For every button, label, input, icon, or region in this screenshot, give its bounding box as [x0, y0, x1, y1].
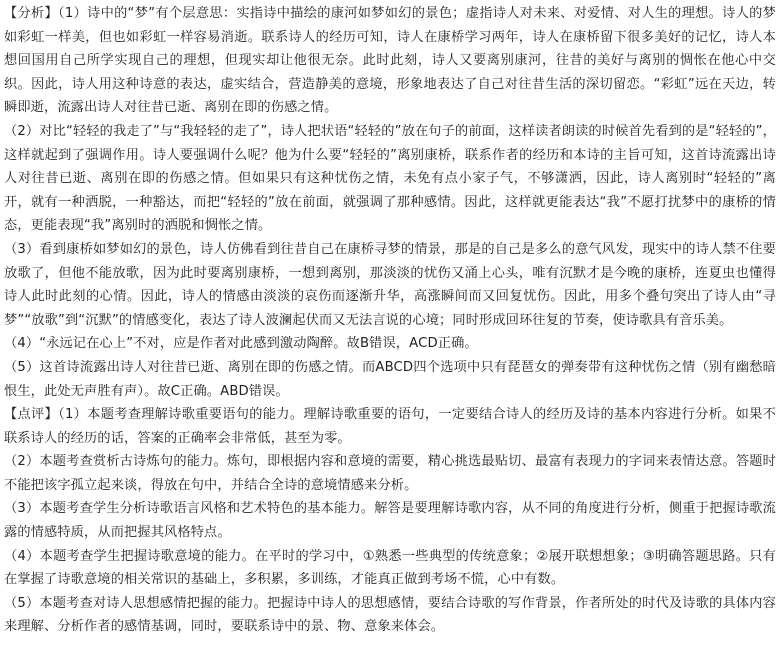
analysis-heading: 【分析】 [4, 6, 58, 21]
comment-paragraph-4: （4）本题考查学生把握诗歌意境的能力。在平时的学习中，①熟悉一些典型的传统意象；②展开联想想象；③明确答题思路。只有在掌握了诗歌意境的相关常识的基础上，多积累，多训练，才能真正做到考场不慌，心中有数。 [4, 548, 776, 588]
comment-paragraph-3: （3）本题考查学生分析诗歌语言风格和艺术特色的基本能力。解答是要理解诗歌内容，从不同的角度进行分析，侧重于把握诗歌流露的情感特质，从而把握其风格特点。 [4, 501, 776, 541]
comment-paragraph-2: （2）本题考查赏析古诗炼句的能力。炼句，即根据内容和意境的需要，精心挑选最贴切、最富有表现力的字词来表情达意。答题时不能把该字孤立起来谈，得放在句中，并结合全诗的意境情感来分析。 [4, 454, 776, 493]
analysis-item-1: （1）诗中的“梦”有个层意思：实指诗中描绘的康河如梦如幻的景色；虚指诗人对未来、对爱情、对人生的理想。诗人的梦如彩虹一样美，但也如彩虹一样容易消逝。联系诗人的经历可知，诗人在康桥学习两年，诗人在康桥留下很多美好的记忆，诗人本想回国用自己所学实现自己的理想，但现实却让他很无奈。此时此刻，诗人又要离别康河，往昔的美好与离别的惆怅在他心中交织。因此，诗人用这种诗意的表达，虚实结合，营造静美的意境，形象地表达了自己对往昔生活的深切留恋。“彩虹”远在天边，转瞬即逝，流露出诗人对往昔已逝、离别在即的伤感之情。 [4, 6, 776, 116]
analysis-paragraph-2: （2）对比“轻轻的我走了”与“我轻轻的走了”，诗人把状语“轻轻的”放在句子的前面，这样读者朗读的时候首先看到的是“轻轻的”，这样就起到了强调作用。诗人要强调什么呢？他为什么要“轻轻的”离别康桥，联系作者的经历和本诗的主旨可知，这首诗流露出诗人对往昔已逝、离别在即的伤感之情。但如果只有这种忧伤之情，未免有点小家子气，不够潇洒，因此，诗人离别时“轻轻的”离开，就有一种洒脱，一种豁达，而把“轻轻的”放在前面，就强调了那种感情。因此，这样就更能表达“我”不愿打扰梦中的康桥的情态，更能表现“我”离别时的洒脱和惆怅之情。 [4, 123, 776, 234]
analysis-paragraph-4: （4）“永远记在心上”不对，应是作者对此感到激动陶醉。故B错误，ACD正确。 [4, 336, 478, 352]
analysis-paragraph-5: （5）这首诗流露出诗人对往昔已逝、离别在即的伤感之情。而ABCD四个选项中只有琵琶女的弹奏带有这种忧伤之情（别有幽愁暗恨生，此处无声胜有声）。故C正确。ABD错误。 [4, 359, 776, 399]
comment-item-1: （1）本题考查理解诗歌重要语句的能力。理解诗歌重要的语句，一定要结合诗人的经历及诗的基本内容进行分析。如果不联系诗人的经历的话，答案的正确率会非常低，甚至为零。 [4, 407, 776, 446]
comment-paragraph-1 [4, 403, 776, 450]
analysis-paragraph-3: （3）看到康桥如梦如幻的景色，诗人仿佛看到往昔自己在康桥寻梦的情景，那是的自己是多么的意气风发，现实中的诗人禁不住要放歌了，但他不能放歌，因为此时要离别康桥，一想到离别，那淡淡的忧伤又涌上心头，唯有沉默才是今晚的康桥，连夏虫也懂得诗人此时此刻的心情。因此，诗人的情感由淡淡的哀伤而逐渐升华，高涨瞬间而又回复忧伤。因此，用多个叠句突出了诗人由“寻梦”“放歌”到“沉默”的情感变化，表达了诗人波澜起伏而又无法言说的心境；同时形成回环往复的节奏，使诗歌具有音乐美。 [4, 241, 776, 328]
comment-heading: 【点评】 [4, 407, 59, 423]
analysis-paragraph-1 [4, 2, 776, 120]
comment-paragraph-5: （5）本题考查对诗人思想感情把握的能力。把握诗中诗人的思想感情，要结合诗歌的写作背景，作者所处的时代及诗歌的具体内容来理解、分析作者的感情基调，同时，要联系诗中的景、物、意象来体会。 [4, 595, 776, 635]
